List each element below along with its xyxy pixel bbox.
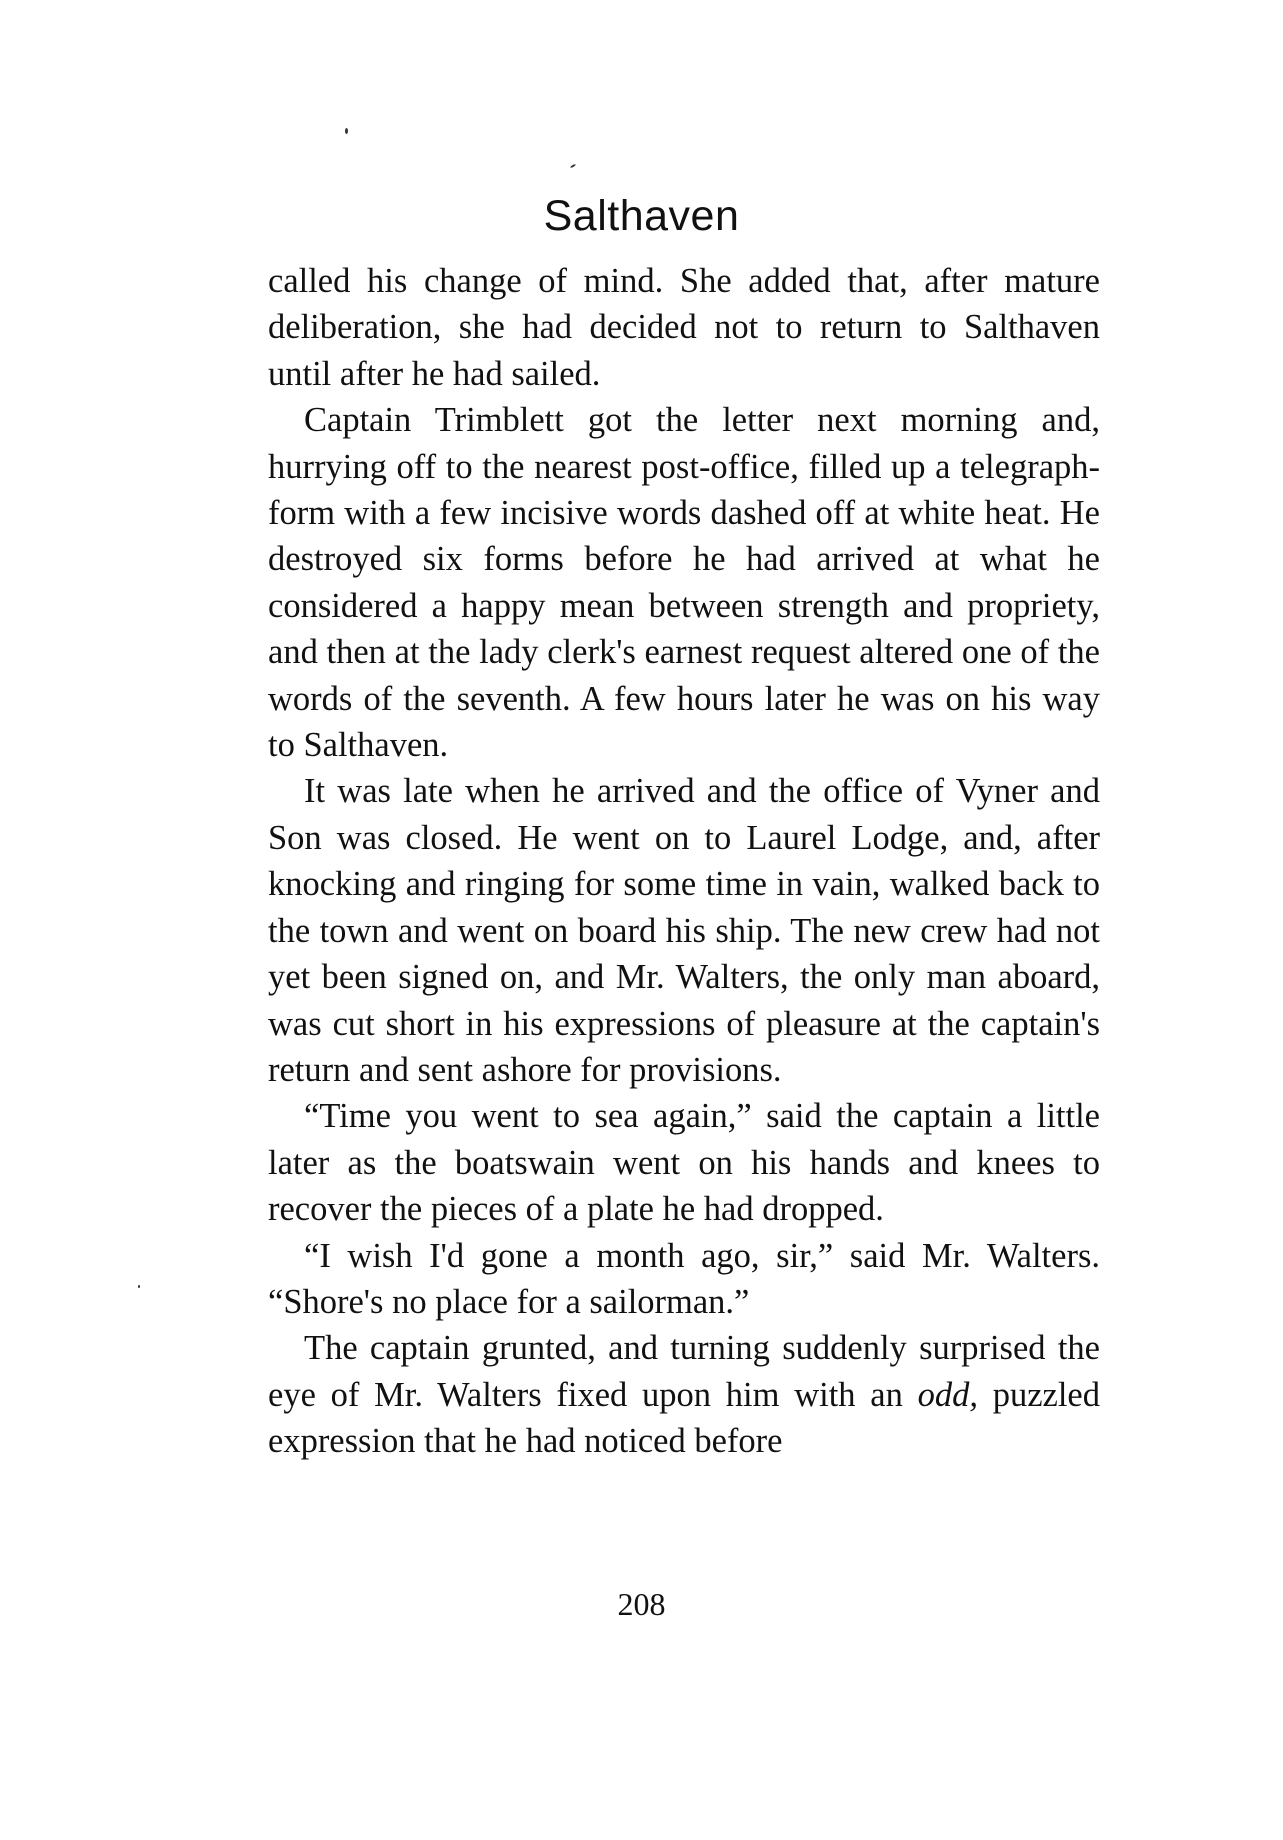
print-speck — [138, 1285, 140, 1288]
paragraph: “I wish I'd gone a month ago, sir,” said Mr. Walters. “Shore's no place for a sailorman.” — [268, 1236, 1100, 1321]
paragraph — [268, 1325, 1100, 1464]
paragraph: “Time you went to sea again,” said the captain a little later as the boatswain went on his hands and knees to recover the pieces of a plate he had dropped. — [268, 1097, 1100, 1229]
print-speck — [570, 164, 576, 169]
paragraph: Captain Trimblett got the letter next morning and, hurrying off to the nearest post-office, filled up a telegraph-form with a few incisive words dashed off at white heat. He destroyed six forms before he had arrived at what he considered a happy mean between strength and propriety, and then at the lady clerk's earnest request altered one of the words of the seventh. A few hours later he was on his way to Salthaven. — [268, 401, 1100, 765]
print-speck — [345, 128, 348, 134]
italic-word: odd, — [917, 1375, 978, 1414]
paragraph-text: The captain grunted, and turning suddenly surprised the eye of Mr. Walters fixed upon him with an — [268, 1329, 1100, 1414]
page-body — [268, 258, 1100, 1465]
running-head: Salthaven — [543, 192, 740, 240]
paragraph: It was late when he arrived and the office of Vyner and Son was closed. He went on to Laurel Lodge, and, after knocking and ringing for some time in vain, walked back to the town and went on board his ship. The new crew had not yet been signed on, and Mr. Walters, the only man aboard, was cut short in his expressions of pleasure at the captain's return and sent ashore for provisions. — [268, 772, 1100, 1089]
page-number: 208 — [617, 1586, 666, 1622]
paragraph-text: puzzled expression that he had noticed before — [268, 1375, 1100, 1461]
paragraph: called his change of mind. She added that, after mature deliberation, she had decided not to return to Salthaven until after he had sailed. — [268, 262, 1100, 393]
